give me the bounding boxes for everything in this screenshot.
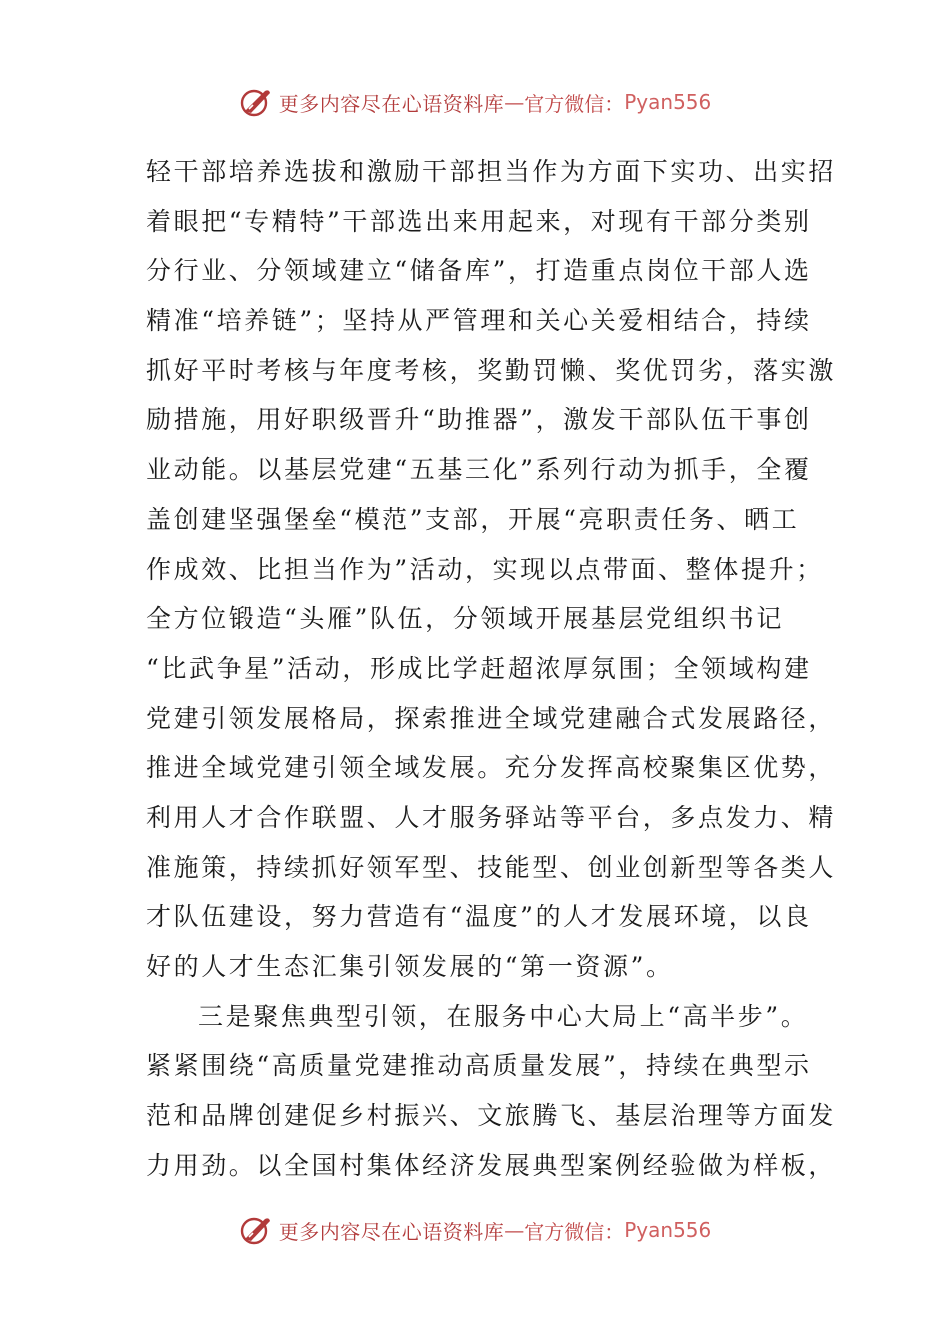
footer-banner: [0, 1210, 950, 1250]
body-line: 党建引领发展格局，探索推进全域党建融合式发展路径，: [146, 703, 837, 733]
quill-logo-icon: [239, 1213, 273, 1247]
body-line: 盖创建坚强堡垒“模范”支部，开展“亮职责任务、晒工: [146, 504, 800, 534]
body-line: 业动能。以基层党建“五基三化”系列行动为抓手，全覆: [146, 455, 812, 485]
brand-name: 更多内容尽在心语资料库: [278, 1219, 505, 1244]
body-line: 全方位锻造“头雁”队伍，分领域开展基层党组织书记: [146, 604, 784, 634]
header-banner: [0, 82, 950, 122]
wechat-id: Pyan556: [624, 90, 712, 114]
brand-name: 更多内容尽在心语资料库: [278, 91, 505, 116]
wechat-id: Pyan556: [624, 1218, 712, 1242]
body-line: 紧紧围绕“高质量党建推动高质量发展”，持续在典型示: [146, 1051, 812, 1081]
body-line: “比武争星”活动，形成比学赶超浓厚氛围；全领域构建: [146, 653, 812, 683]
body-line: 轻干部培养选拔和激励干部担当作为方面下实功、出实招: [146, 157, 837, 186]
quill-logo-icon: [239, 85, 273, 119]
document-body: [146, 147, 837, 1190]
body-line: 精准“培养链”；坚持从严管理和关心关爱相结合，持续: [146, 306, 812, 336]
wechat-label: 官方微信：: [524, 1219, 625, 1244]
body-line: 分行业、分领域建立“储备库”，打造重点岗位干部人选: [146, 256, 812, 286]
body-line: 范和品牌创建促乡村振兴、文旅腾飞、基层治理等方面发: [146, 1101, 837, 1131]
body-line: 抓好平时考核与年度考核，奖勤罚懒、奖优罚劣，落实激: [146, 355, 837, 385]
banner-separator: —: [504, 1218, 525, 1242]
body-line: 利用人才合作联盟、人才服务驿站等平台，多点发力、精: [146, 802, 837, 832]
body-line: 准施策，持续抓好领军型、技能型、创业创新型等各类人: [146, 852, 837, 882]
section-heading-line: 三是聚焦典型引领，在服务中心大局上“高半步”。: [198, 1001, 809, 1031]
body-line: 推进全域党建引领全域发展。充分发挥高校聚集区优势，: [146, 753, 837, 783]
wechat-label: 官方微信：: [524, 91, 625, 116]
banner-separator: —: [504, 90, 525, 114]
body-line: 才队伍建设，努力营造有“温度”的人才发展环境，以良: [146, 902, 812, 932]
body-line: 励措施，用好职级晋升“助推器”，激发干部队伍干事创: [146, 405, 812, 435]
body-line: 着眼把“专精特”干部选出来用起来，对现有干部分类别: [146, 206, 812, 236]
body-line: 力用劲。以全国村集体经济发展典型案例经验做为样板，: [146, 1150, 837, 1180]
body-line: 作成效、比担当作为”活动，实现以点带面、整体提升；: [146, 554, 824, 584]
body-line: 好的人才生态汇集引领发展的“第一资源”。: [146, 952, 674, 981]
